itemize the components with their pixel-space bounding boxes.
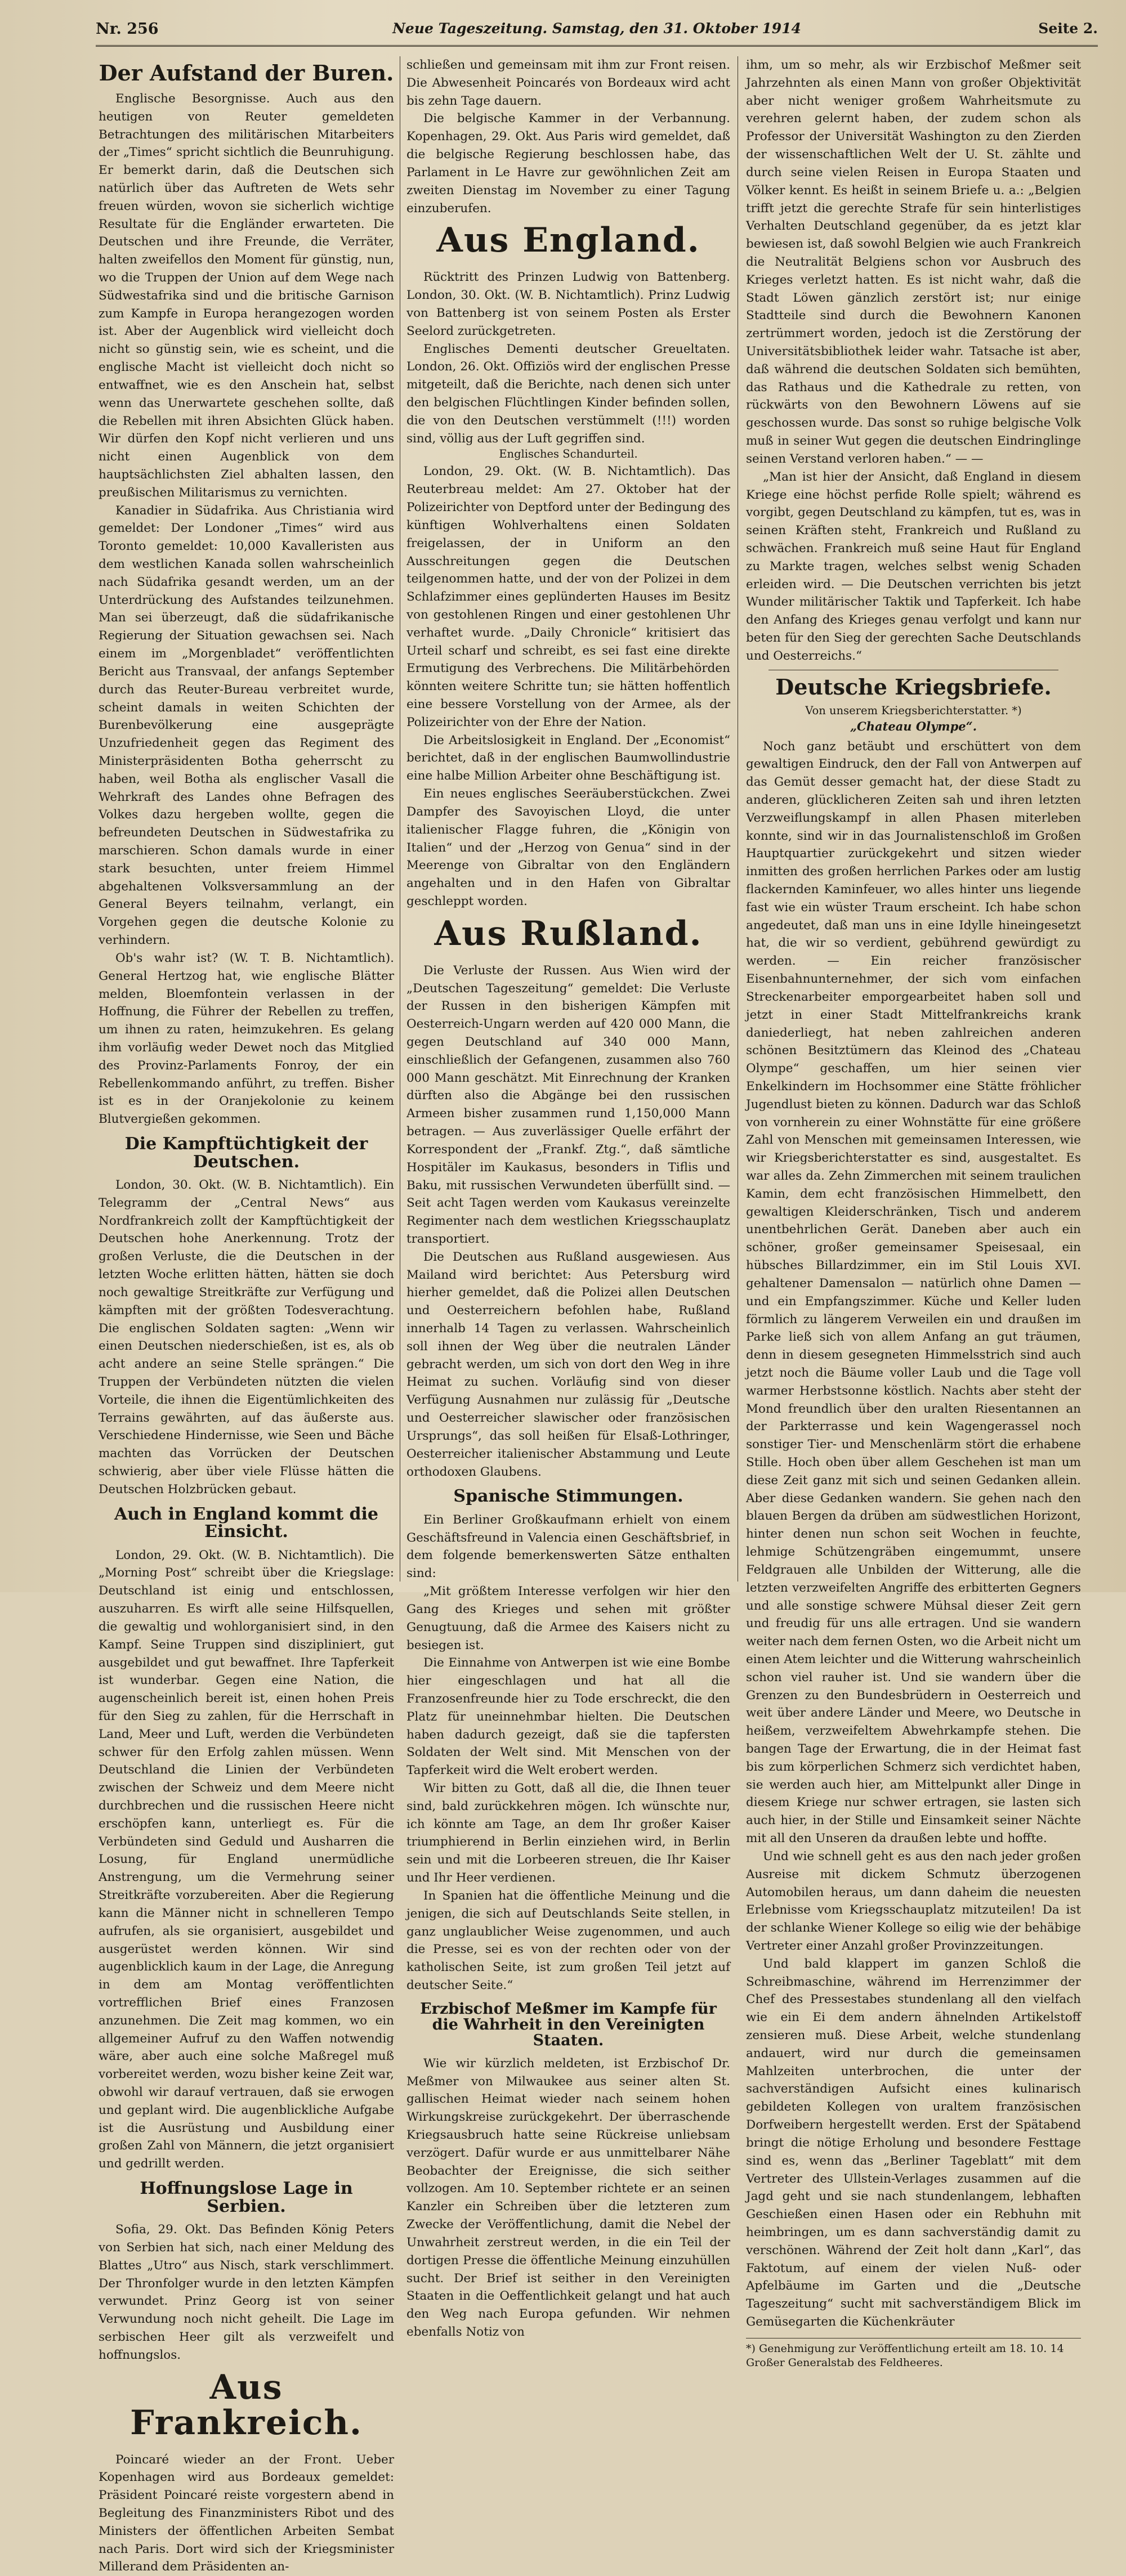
article-paragraph: schließen und gemeinsam mit ihm zur Front reisen. Die Abwesenheit Poincarés von Bordeaux wird acht bis zehn Tage dauern. bbox=[406, 58, 730, 108]
article-subheading: Englisches Schandurteil. bbox=[499, 447, 638, 461]
newspaper-title-date: Neue Tageszeitung. Samstag, den 31. Oktober 1914 bbox=[392, 20, 801, 37]
article-paragraph: Sofia, 29. Okt. Das Befinden König Peters von Serbien hat sich, nach einer Meldung des Blattes „Utro“ aus Nisch, stark verschlimmert. Der Thronfolger wurde in den letzten Kämpfen verwundet. Prinz Georg ist von seiner Verwundung noch nicht geheilt. Die Lage im serbischen Heer gilt als verzweifelt und hoffnungslos. bbox=[99, 2223, 394, 2362]
article-paragraph: Kanadier in Südafrika. Aus Christiania wird gemeldet: Der Londoner „Times“ wird aus Toronto gemeldet: 10,000 Kavalleristen aus dem westlichen Kanada sollen wahrscheinlich nach Südafrika gesandt werden, um an der Unterdrückung des Aufstandes teilzunehmen. Man sei überzeugt, daß die südafrikanische Regierung der Situation gewachsen sei. Nach einem im „Morgenbladet“ veröffentlichten Bericht aus Transvaal, der anfangs September durch das Reuter-Bureau verbreitet wurde, scheint damals in weiten Schichten der Burenbevölkerung eine ausgeprägte Unzufriedenheit gegen das Regiment des Ministerpräsidenten Botha geherrscht zu haben, weil Botha als englischer Vasall die Wehrkraft des Landes ohne Befragen des Volkes dazu hergeben wollte, gegen die befreundeten Deutschen in Südwestafrika zu marschieren. Schon damals wurde in einer stark besuchten, unter freiem Himmel abgehaltenen Volksversammlung an der General Beyers teilnahm, verlangt, ein Vorgehen gegen die deutsche Kolonie zu verhindern. bbox=[99, 503, 394, 948]
article-paragraph: Wir bitten zu Gott, daß all die, die Ihnen teuer sind, bald zurückkehren mögen. Ich wünschte nur, ich könnte am Tage, an dem Ihr großer Kaiser triumphierend in Berlin einziehen wird, in Berlin sein und mit die Lorbeeren streuen, die Ihr Kaiser und Ihr Heer verdienen. bbox=[406, 1781, 730, 1885]
article-paragraph: Und bald klappert im ganzen Schloß die Schreibmaschine, während im Herrenzimmer der Chef des Pressestabes stundenlang all den vielfach wie ein Ei dem andern ähnelnden Artikelstoff zensieren muß. Diese Arbeit, welche stundenlang andauert, wird nur durch die gemeinsamen Mahlzeiten unterbrochen, die unter der sachverständigen Aufsicht eines kulinarisch gebildeten Kollegen von uraltem französischen Dorfweibern hergestellt werden. Erst der Spätabend bringt die nötige Erholung und besondere Festtage sind es, wenn das „Berliner Tageblatt“ mit dem Vertreter des Ullstein-Verlages zusammen auf die Jagd geht und sie nach stundenlangem, lebhaften Geschießen einen Hasen oder ein Rebhuhn mit heimbringen, um es dann sachverständig damit zu verschönen. Während der Zeit holt dann „Karl“, das Faktotum, auf einem der vielen Nuß- oder Apfelbäume im Garten und die „Deutsche Tageszeitung“ sucht mit sachverständigem Blick im Gemüsegarten die Küchenkräuter bbox=[746, 1956, 1081, 2329]
headline-kriegsbriefe: Deutsche Kriegsbriefe. bbox=[775, 674, 1052, 700]
article-paragraph: Ein neues englisches Seeräuberstückchen. Zwei Dampfer des Savoyischen Lloyd, die unter italienischer Flagge fuhren, die „Königin von Italien“ und der „Herzog von Genua“ sind in der Meerenge von Gibraltar von den Engländern angehalten und in den Hafen von Gibraltar geschleppt worden. bbox=[406, 787, 730, 908]
article-title: „Chateau Olympe“. bbox=[850, 719, 977, 733]
column-1 bbox=[99, 56, 394, 2574]
headline-russland: Aus Rußland. bbox=[434, 913, 703, 953]
article-paragraph: Noch ganz betäubt und erschüttert von dem gewaltigen Eindruck, den der Fall von Antwerpen auf das Gemüt desser gemacht hat, der diese Stadt zu anderen, glücklicheren Zeiten sah und ihren letzten Verzweiflungskampf in allen Phasen miterleben konnte, sind wir in das Journalistenschloß im Großen Hauptquartier zurückgekehrt und sitzen wieder inmitten des großen herrlichen Parkes oder am lustig flackernden Kaminfeuer, wo alles hinter uns liegende fast wie ein wüster Traum erscheint. Ich habe schon angedeutet, daß man uns in eine Idylle hineingesetzt hat, die wir so verdient, gebührend gewürdigt zu werden. — Ein reicher französischer Eisenbahnunternehmer, der sich vom einfachen Streckenarbeiter emporgearbeitet haben soll und jetzt in einer Stadt Mittelfrankreichs krank daniederliegt, hat neben zahlreichen anderen schönen Besitztümern das Kleinod des „Chateau Olympe“ geschaffen, um hier seinen vier Enkelkindern im Hochsommer eine Stätte fröhlicher Jugendlust bieten zu können. Dadurch war das Schloß von vornherein zu einer Wohnstätte für eine größere Zahl von Menschen mit gemeinsamen Interessen, wie wir Kriegsberichterstatter es sind, ausgestaltet. Es war alles da. Zehn Zimmerchen mit seinem traulichen Kamin, dem echt französischen Himmelbett, den gewaltigen Kleiderschränken, Tisch und anderem unentbehrlichen Gerät. Daneben aber auch ein schöner, großer gemeinsamer Speisesaal, ein hübsches Billardzimmer, ein im Stil Louis XVI. gehaltener Damensalon — natürlich ohne Damen — und ein Empfangszimmer. Küche und Keller luden förmlich zu längerem Verweilen ein und draußen im Parke ließ sich von allem Anfang an gut träumen, denn in diesem gesegneten Himmelsstrich sind auch jetzt noch die Bäume voller Laub und die Tage voll warmer Herbstsonne köstlich. Nachts aber steht der Mond freundlich über den uralten Riesentannen an der Parkterrasse und kein Wagengerassel noch sonstiger Tier- und Menschenlärm stört die erhabene Stille. Hoch oben über allem Geschehen ist man um diese Zeit ganz mit sich und seinen Gedanken allein. Aber diese Gedanken wandern. Sie gehen nach den blauen Bergen da drüben am südwestlichen Horizont, hinter denen nun schon seit Wochen in feuchte, lehmige Schützengräben eingemummt, unsere Feldgrauen alle Unbilden der Witterung, alle die letzten verzweifelten Angriffe des erbitterten Gegners und alle sonstige schwere Mühsal dieser Zeit gern und freudig für uns alle ertragen. Und sie wandern weiter nach dem fernen Osten, wo die Arbeit nicht um einen Atem leichter und die Witterung wahrscheinlich schon viel rauher ist. Und sie wandern über die Grenzen zu den Bundesbrüdern in Oesterreich und weit über andere Länder und Meere, wo Deutsche in heißem, verzweifeltem Abwehrkampfe stehen. Die bangen Tage der Erwartung, die in der Heimat fast bis zum körperlichen Schmerz sich verdichtet haben, sie werden auch hier, am Mittelpunkt aller Dinge in diesem Kriege nur schwer ertragen, sie lasten sich auch hier, in der Stille und Einsamkeit seiner Nächte mit all den Unseren da draußen lebte und hoffte. bbox=[746, 739, 1081, 1846]
byline: Von unserem Kriegsberichterstatter. *) bbox=[805, 704, 1022, 717]
article-paragraph: „Mit größtem Interesse verfolgen wir hier den Gang des Krieges und sehen mit größter Genugtuung, daß die Armee des Kaisers nicht zu besiegen ist. bbox=[406, 1584, 730, 1652]
article-paragraph: Die belgische Kammer in der Verbannung. Kopenhagen, 29. Okt. Aus Paris wird gemeldet, daß die belgische Regierung beschlossen habe, das Parlament in Le Havre zur gewöhnlichen Zeit am zweiten Dienstag im November zu einer Tagung einzuberufen. bbox=[406, 111, 730, 216]
article-paragraph: Ob's wahr ist? (W. T. B. Nichtamtlich). General Hertzog hat, wie englische Blätter melden, Bloemfontein verlassen in der Hoffnung, die Führer der Rebellen zu treffen, um ihnen zu raten, heimzukehren. Es gelang ihm vorläufig weder Dewet noch das Mitglied des Provinz-Parlaments Fonroy, der ein Rebellenkommando anführt, zu treffen. Bisher ist es in der Oranjekolonie zu keinem Blutvergießen gekommen. bbox=[99, 951, 394, 1127]
article-paragraph: Die Deutschen aus Rußland ausgewiesen. Aus Mailand wird berichtet: Aus Petersburg wird hierher gemeldet, daß die Polizei allen Deutschen und Oesterreichern befohlen habe, Rußland innerhalb 14 Tagen zu verlassen. Wahrscheinlich soll ihnen der Weg über die neutralen Länder gebracht werden, um sich von dort den Weg in ihre Heimat zu suchen. Vorläufig sind von dieser Verfügung Ausnahmen nur zulässig für „Deutsche und Oesterreicher slawischer oder französischen Ursprungs“, das soll heißen für Elsaß-Lothringer, Oesterreicher italienischer Abstammung und Leute orthodoxen Glaubens. bbox=[406, 1249, 730, 1479]
article-paragraph: Die Verluste der Russen. Aus Wien wird der „Deutschen Tageszeitung“ gemeldet: Die Verluste der Russen in den bisherigen Kämpfen mit Oesterreich-Ungarn werden auf 420 000 Mann, die gegen Deutschland auf 340 000 Mann, einschließlich der Gefangenen, zusammen also 760 000 Mann geschätzt. Mit Einrechnung der Kranken dürften also die Abgänge bei den russischen Armeen bisher zusammen rund 1,150,000 Mann betragen. — Aus zuverlässiger Quelle erfährt der Korrespondent der „Frankf. Ztg.“, daß sämtliche Hospitäler im Kaukasus, besonders in Tiflis und Baku, mit russischen Verwundeten überfüllt sind. — Seit acht Tagen werden vom Kaukasus vereinzelte Regimenter nach dem westlichen Kriegsschauplatz transportiert. bbox=[406, 963, 730, 1246]
issue-number: Nr. 256 bbox=[96, 20, 159, 38]
headline-buren: Der Aufstand der Buren. bbox=[99, 60, 394, 86]
headline-frankreich: Aus Frankreich. bbox=[130, 2367, 363, 2443]
article-paragraph: Englische Besorgnisse. Auch aus den heutigen von Reuter gemeldeten Betrachtungen des militärischen Mitarbeiters der „Times“ spricht sichtlich die Beunruhigung. Er bemerkt darin, daß die Deutschen sich natürlich über das Auftreten de Wets sehr freuen würden, wovon sie sicherlich wichtige Resultate für die Engländer erwarteten. Die Deutschen und ihre Freunde, die Verräter, halten zweifellos den Moment für günstig, nun, wo die Truppen der Union auf dem Wege nach Südwestafrika sind und die britische Garnison zum Kampfe in Europa herangezogen worden ist. Aber der Augenblick wird vielleicht doch nicht so günstig sein, wie es scheint, und die englische Macht ist vielleicht doch nicht so entwaffnet, wie es den Anschein hat, selbst wenn das Unerwartete geschehen sollte, daß die Rebellen mit ihren Absichten Glück haben. Wir dürfen den Kopf nicht verlieren und uns nicht einen Augenblick von dem hauptsächlichsten Ziel abhalten lassen, den preußischen Militarismus zu vernichten. bbox=[99, 91, 394, 500]
article-paragraph: London, 30. Okt. (W. B. Nichtamtlich). Ein Telegramm der „Central News“ aus Nordfrankreich zollt der Kampftüchtigkeit der Deutschen hohe Anerkennung. Trotz der großen Verluste, die die Deutschen in der letzten Woche erlitten hätten, hätten sie doch noch gewaltige Streitkräfte zur Verfügung und kämpften mit der größten Todesverachtung. Die englischen Soldaten sagten: „Wenn wir einen Deutschen niederschießen, ist es, als ob acht andere an seine Stelle sprängen.“ Die Truppen der Verbündeten nützten die vielen Vorteile, die ihnen die Eigentümlichkeiten des Terrains gewährten, auf das äußerste aus. Verschiedene Hindernisse, wie Seen und Bäche machten das Vorrücken der Deutschen schwierig, aber über viele Flüsse hätten die Deutschen Holzbrücken gebaut. bbox=[99, 1178, 394, 1497]
article-paragraph: Und wie schnell geht es aus den nach jeder großen Ausreise mit dickem Schmutz überzogenen Automobilen heraus, um dann daheim die neuesten Erlebnisse vom Kriegsschauplatz mitzuteilen! Da ist der schlanke Wiener Kollege so eilig wie der behäbige Vertreter einer Anzahl großer Provinzzeitungen. bbox=[746, 1849, 1081, 1953]
headline-england: Aus England. bbox=[436, 221, 700, 261]
headline-kampftuechtigkeit: Die Kampftüchtigkeit der Deutschen. bbox=[124, 1134, 368, 1172]
article-paragraph: Die Arbeitslosigkeit in England. Der „Economist“ berichtet, daß in der englischen Baumwollindustrie eine halbe Million Arbeiter ohne Beschäftigung ist. bbox=[406, 733, 730, 783]
article-paragraph: Die Einnahme von Antwerpen ist wie eine Bombe hier eingeschlagen und hat all die Franzosenfreunde hier zu Tode erschreckt, die den Platz für uneinnehmbar hielten. Die Deutschen haben dadurch gezeigt, daß sie die tapfersten Soldaten der Welt sind. Mit Menschen von der Tapferkeit wird die Welt erobert werden. bbox=[406, 1656, 730, 1778]
article-paragraph: „Man ist hier der Ansicht, daß England in diesem Kriege eine höchst perfide Rolle spielt; während es vorgibt, gegen Deutschland zu kämpfen, tut es, was in seinen Kräften steht, Frankreich und Rußland zu schwächen. Frankreich muß seine Haut für England zu Markte tragen, welches selbst wenig Schaden erleiden wird. — Die Deutschen verrichten bis jetzt Wunder militärischer Taktik und Tapferkeit. Ich habe den Anfang des Krieges genau verfolgt und kann nur beten für den Sieg der gerechten Sache Deutschlands und Oesterreichs.“ bbox=[746, 469, 1081, 663]
column-3 bbox=[746, 56, 1081, 2369]
article-paragraph: London, 29. Okt. (W. B. Nichtamtlich). Die „Morning Post“ schreibt über die Kriegslage: Deutschland ist einig und entschlossen, auszuharren. Es wirft alle seine Hilfsquellen, die gewaltig und wohlorganisiert sind, in den Kampf. Seine Truppen sind diszipliniert, gut ausgebildet und gut bewaffnet. Ihre Tapferkeit ist wunderbar. Gegen eine Nation, die augenscheinlich bereit ist, einen hohen Preis für den Sieg zu zahlen, für die Herrschaft in Land, Meer und Luft, werden die Verbündeten schwer für den Erfolg zahlen müssen. Wenn Deutschland die Linien der Verbündeten zwischen der Schweiz und dem Meere nicht durchbrechen und die russischen Heere nicht erschöpfen kann, unterliegt es. Für die Verbündeten sind Geduld und Ausharren die Losung, für England unermüdliche Anstrengung, um die Vermehrung seiner Streitkräfte vorzubereiten. Aber die Regierung kann die Männer nicht in schnelleren Tempo aufrufen, als sie organisiert, ausgebildet und ausgerüstet werden können. Wir sind augenblicklich kaum in der Lage, die Anregung in dem am Montag veröffentlichten vortrefflichen Brief eines Franzosen anzunehmen. Die Zeit mag kommen, wo ein allgemeiner Aufruf zu den Waffen notwendig wäre, aber auch eine solche Maßregel muß vorbereitet werden, wozu bisher keine Zeit war, obwohl wir darauf vertrauen, daß sie erwogen und geplant wird. Die augenblickliche Aufgabe ist die Ausrüstung und Ausbildung einer großen Zahl von Männern, die jetzt organisiert und gedrillt werden. bbox=[99, 1548, 394, 2171]
article-paragraph: Poincaré wieder an der Front. Ueber Kopenhagen wird aus Bordeaux gemeldet: Präsident Poincaré reiste vorgestern abend in Begleitung des Finanzministers Ribot und des Ministers der öffentlichen Arbeiten Sembat nach Paris. Dort wird sich der Kriegsminister Millerand dem Präsidenten an- bbox=[99, 2452, 394, 2574]
article-paragraph: Englisches Dementi deutscher Greueltaten. London, 26. Okt. Offiziös wird der englischen Presse mitgeteilt, daß die Berichte, nach denen sich unter den belgischen Flüchtlingen Kinder befinden sollen, die von den Deutschen verstümmelt (!!!) worden sind, völlig aus der Luft gegriffen sind. bbox=[406, 342, 730, 446]
article-paragraph: London, 29. Okt. (W. B. Nichtamtlich). Das Reuterbreau meldet: Am 27. Oktober hat der Polizeirichter von Deptford unter der Bedingung des künftigen Wohlverhaltens einen Soldaten freigelassen, der in Uniform an den Ausschreitungen gegen die Deutschen teilgenommen hatte, und der von der Polizei in dem Schlafzimmer eines geplünderten Hauses im Besitz von gestohlenen Ringen und einer gestohlenen Uhr verhaftet wurde. „Daily Chronicle“ kritisiert das Urteil scharf und schreibt, es sei fast eine direkte Ermutigung des Verbrechens. Die Militärbehörden könnten weitere Schritte tun; sie hätten hoffentlich eine bessere Vorstellung von der Armee, als der Polizeirichter von der Ehre der Nation. bbox=[406, 464, 730, 729]
article-paragraph: ihm, um so mehr, als wir Erzbischof Meßmer seit Jahrzehnten als einen Mann von großer Objektivität aber nicht weniger großem Wahrheitsmute zu verehren gelernt haben, der zudem schon als Professor der Universität Washington zu den Zierden der wissenschaftlichen Welt der U. St. zählte und durch seine vielen Reisen in Europa Staaten und Völker kennt. Es heißt in seinem Briefe u. a.: „Belgien trifft jetzt die gerechte Strafe für sein hinterlistiges Verhalten Deutschland gegenüber, da es jetzt klar bewiesen ist, daß sowohl Belgien wie auch Frankreich die Neutralität Belgiens schon vor Ausbruch des Krieges verletzt hatten. Es ist nicht wahr, daß die Stadt Löwen gänzlich zerstört ist; nur einige Stadtteile sind durch die Bewohnern Kanonen zertrümmert worden, jedoch ist die Zerstörung der Universitätsbibliothek leider wahr. Tatsache ist aber, daß während die deutschen Soldaten sich bemühten, das Rathaus und die Kathedrale zu retten, von rückwärts von den Bewohnern Löwens auf sie geschossen wurde. Das sonst so ruhige belgische Volk muß in seiner Wut gegen die deutschen Eindringlinge seinen Verstand verloren haben.“ — — bbox=[746, 58, 1081, 466]
headline-serbien: Hoffnungslose Lage in Serbien. bbox=[140, 2179, 353, 2216]
article-paragraph: Ein Berliner Großkaufmann erhielt von einem Geschäftsfreund in Valencia einen Geschäftsbrief, in dem folgende bemerkenswerten Sätze enthalten sind: bbox=[406, 1512, 730, 1581]
footnote: *) Genehmigung zur Veröffentlichung erteilt am 18. 10. 14 Großer Generalstab des Feldheeres. bbox=[746, 2338, 1081, 2371]
headline-messmer: Erzbischof Meßmer im Kampfe für die Wahrheit in den Vereinigten Staaten. bbox=[420, 2000, 717, 2050]
column-2 bbox=[406, 56, 730, 2339]
article-paragraph: Rücktritt des Prinzen Ludwig von Battenberg. London, 30. Okt. (W. B. Nichtamtlich). Prinz Ludwig von Battenberg ist von seinem Posten als Erster Seelord zurückgetreten. bbox=[406, 270, 730, 338]
headline-einsicht: Auch in England kommt die Einsicht. bbox=[114, 1504, 379, 1542]
page-number: Seite 2. bbox=[1038, 20, 1098, 37]
masthead bbox=[96, 17, 1098, 47]
article-paragraph: Wie wir kürzlich meldeten, ist Erzbischof Dr. Meßmer von Milwaukee aus seiner alten St. gallischen Heimat wieder nach seinem hohen Wirkungskreise zurückgekehrt. Der überraschende Kriegsausbruch hatte seine Rückreise unliebsam verzögert. Dafür wurde er aus unmittelbarer Nähe Beobachter der Ereignisse, die sich seither vollzogen. Am 10. September richtete er an seinen Kanzler ein Schreiben über die letzteren zum Zwecke der Veröffentlichung, damit die Nebel der Unwahrheit zerstreut werden, in die ein Teil der dortigen Presse die öffentliche Meinung einzuhüllen sucht. Der Brief ist seither in den Vereinigten Staaten in die Oeffentlichkeit gelangt und hat auch den Weg nach Europa gefunden. Wir nehmen ebenfalls Notiz von bbox=[406, 2056, 730, 2339]
article-paragraph: In Spanien hat die öffentliche Meinung und die jenigen, die sich auf Deutschlands Seite stellen, in ganz unglaublicher Weise zugenommen, und auch die Presse, sei es von der rechten oder von der katholischen Seite, ist zum großen Teil jetzt auf deutscher Seite.“ bbox=[406, 1888, 730, 1992]
headline-spanien: Spanische Stimmungen. bbox=[453, 1486, 683, 1507]
